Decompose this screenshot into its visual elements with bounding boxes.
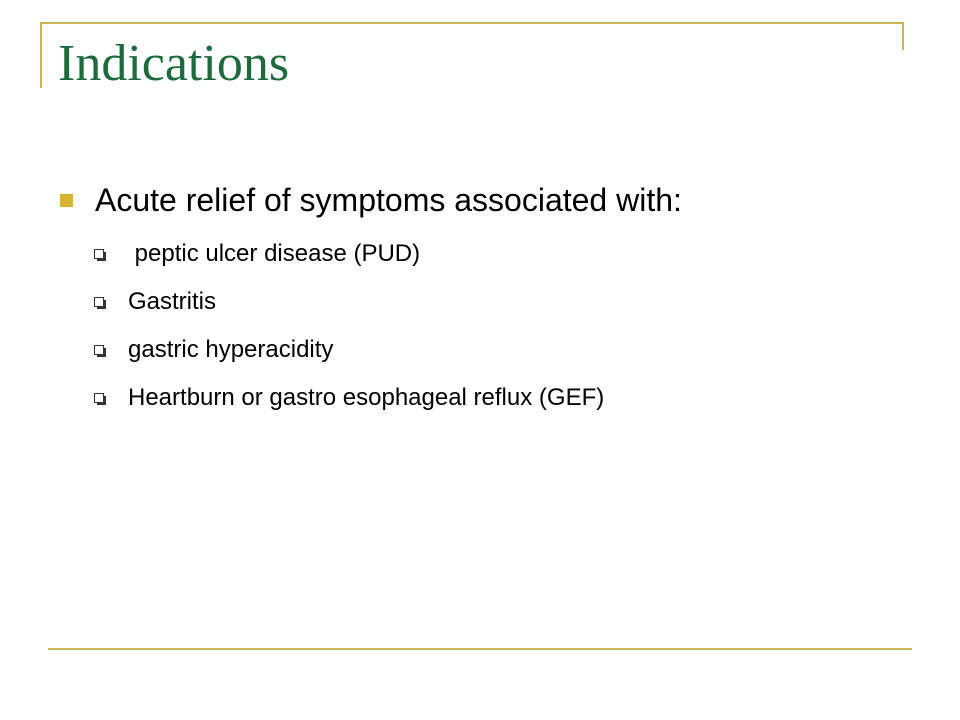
footer-divider: [48, 648, 912, 650]
sub-bullet-list: [60, 230, 920, 422]
list-item-text: Heartburn or gastro esophageal reflux (GEF): [128, 384, 605, 411]
shadowed-square-bullet-icon: [94, 249, 104, 259]
list-item: [94, 374, 920, 422]
slide-content: [60, 176, 920, 422]
frame-right-tick: [902, 22, 904, 50]
list-item: [94, 278, 920, 326]
slide-title: Indications: [58, 35, 290, 92]
list-item-text: peptic ulcer disease (PUD): [128, 240, 421, 267]
shadowed-square-bullet-icon: [94, 345, 104, 355]
list-item: [94, 230, 920, 278]
list-item-text: gastric hyperacidity: [128, 336, 334, 363]
shadowed-square-bullet-icon: [94, 393, 104, 403]
shadowed-square-bullet-icon: [94, 297, 104, 307]
main-bullet: [60, 176, 920, 224]
main-bullet-text: Acute relief of symptoms associated with:: [95, 181, 682, 218]
frame-top-line: [40, 22, 904, 24]
list-item: [94, 326, 920, 374]
square-bullet-icon: [60, 194, 73, 207]
frame-left-line: [40, 22, 42, 88]
list-item-text: Gastritis: [128, 288, 217, 315]
